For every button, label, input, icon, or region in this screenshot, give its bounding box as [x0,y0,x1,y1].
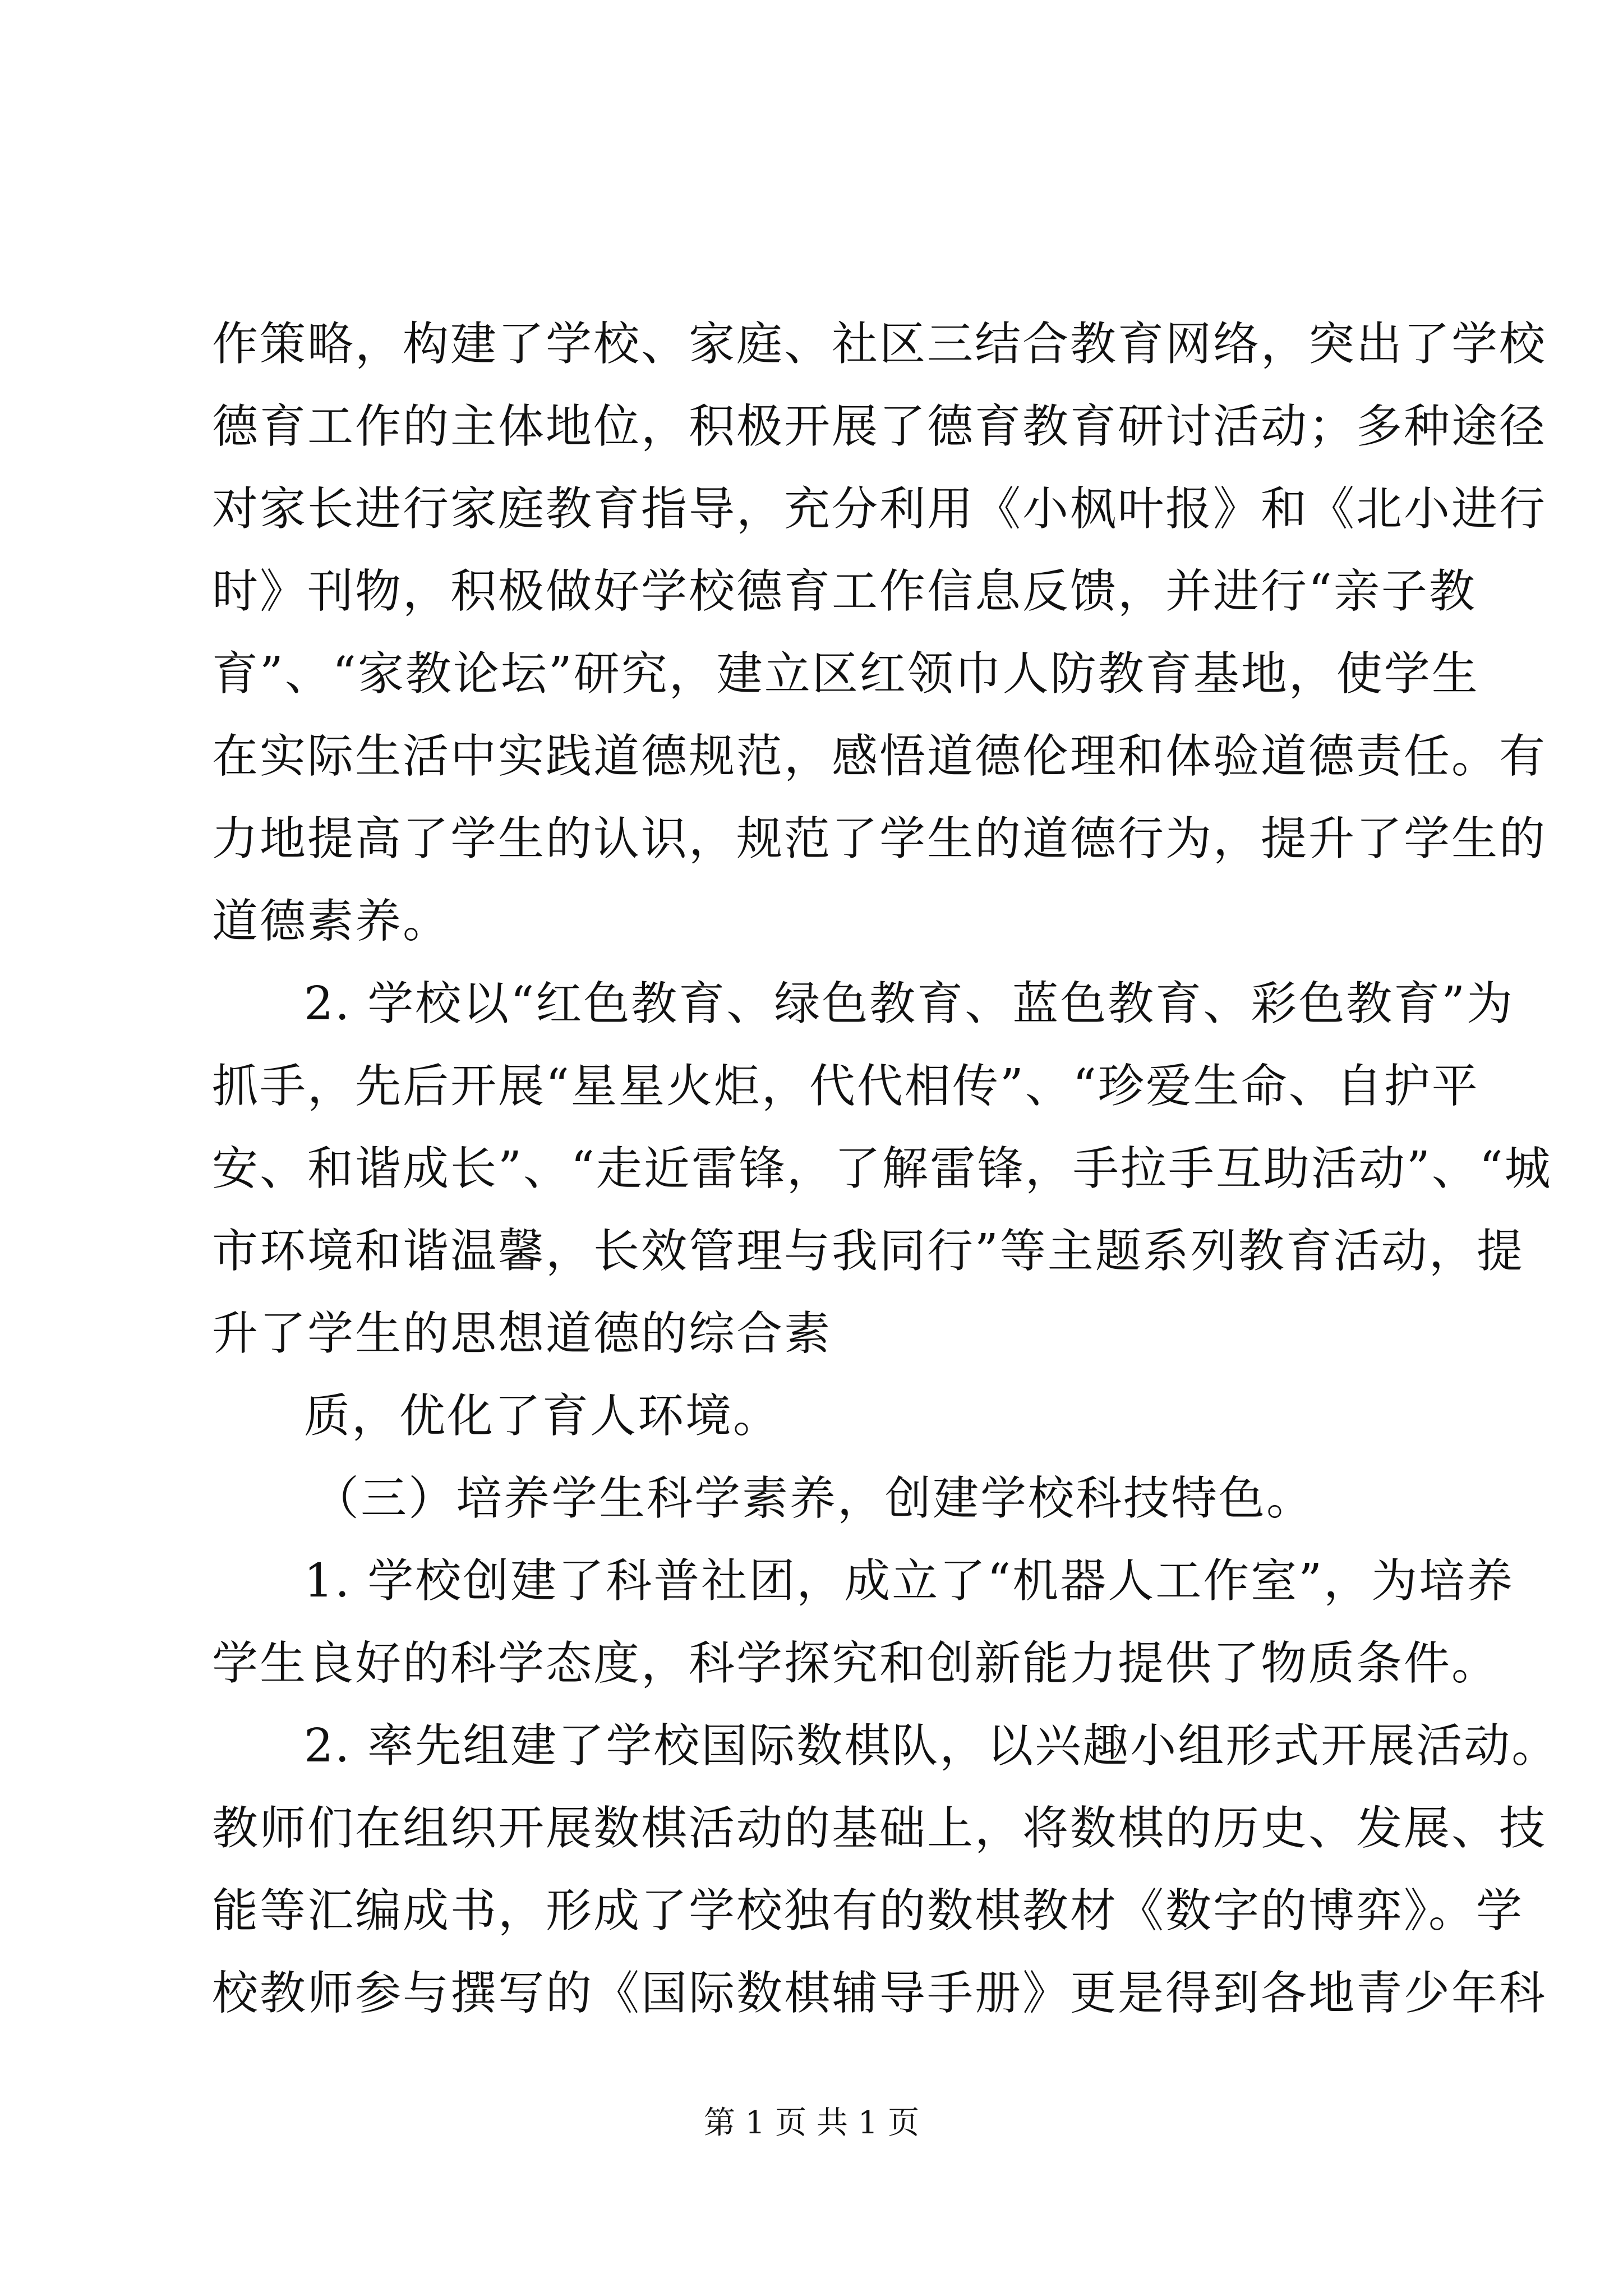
text-line: 德育工作的主体地位，积极开展了德育教育研讨活动；多种途径 [212,400,1547,453]
text-line: 时》刊物，积极做好学校德育工作信息反馈，并进行“亲子教 [212,565,1477,618]
text-line: 作策略，构建了学校、家庭、社区三结合教育网络，突出了学校 [212,318,1547,371]
text-line: 学生良好的科学态度，科学探究和创新能力提供了物质条件。 [212,1637,1500,1690]
paragraph-start-line: 1. 学校创建了科普社团，成立了“机器人工作室”，为培养 [304,1554,1515,1608]
text-line: 市环境和谐温馨，长效管理与我同行”等主题系列教育活动，提 [212,1225,1524,1278]
text-line: 教师们在组织开展数棋活动的基础上，将数棋的历史、发展、技 [212,1802,1547,1855]
section-heading: （三）培养学生科学素养，创建学校科技特色。 [313,1472,1315,1525]
text-line: 力地提高了学生的认识，规范了学生的道德行为，提升了学生的 [212,812,1547,866]
text-line: 安、和谐成长”、“走近雷锋，了解雷锋，手拉手互助活动”、“城 [212,1142,1552,1195]
text-line: 升了学生的思想道德的综合素 [212,1307,832,1360]
text-line: 抓手，先后开展“星星火炬，代代相传”、“珍爱生命、自护平 [212,1060,1479,1113]
text-line: 对家长进行家庭教育指导，充分利用《小枫叶报》和《北小进行 [212,482,1547,536]
paragraph-start-line: 2. 学校以“红色教育、绿色教育、蓝色教育、彩色教育”为 [304,977,1515,1030]
text-line: 校教师参与撰写的《国际数棋辅导手册》更是得到各地青少年科 [212,1967,1547,2020]
page-number-label: 第 1 页 共 1 页 [703,2105,920,2141]
page-footer [0,2101,1623,2146]
paragraph-start-line: 2. 率先组建了学校国际数棋队，以兴趣小组形式开展活动。 [304,1719,1560,1773]
text-line: 道德素养。 [212,895,451,948]
text-line: 能等汇编成书，形成了学校独有的数棋教材《数字的博弈》。学 [212,1884,1524,1938]
paragraph-start-line: 质，优化了育人环境。 [304,1389,781,1443]
text-line: 在实际生活中实践道德规范，感悟道德伦理和体验道德责任。有 [212,730,1547,783]
document-body [212,303,1560,2035]
text-line: 育”、“家教论坛”研究，建立区红领巾人防教育基地，使学生 [212,647,1479,701]
